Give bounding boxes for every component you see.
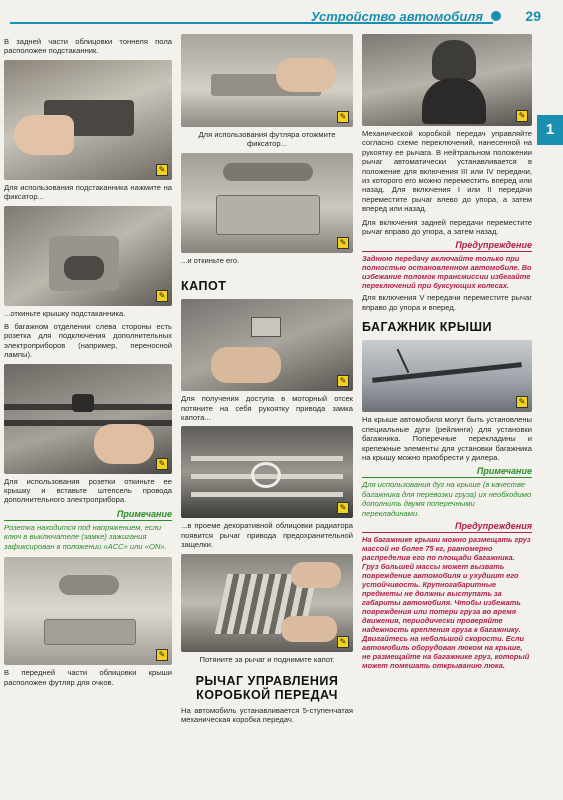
- text-cupholder-open: ...откиньте крышку подстаканника.: [4, 308, 126, 318]
- text-gear-fifth: Для включения V передачи переместите рычаг вправо до упора и вперед.: [362, 293, 532, 312]
- text-hood-pull: Для получения доступа в моторный отсек потяните на себя рукоятку привода замка капота...: [181, 394, 353, 423]
- header-bullet-icon: [491, 11, 501, 21]
- reference-marker-icon: ✎: [156, 290, 168, 302]
- text-hood-lift: Потяните за рычаг и поднимите капот.: [199, 654, 335, 664]
- column-middle: [181, 34, 353, 729]
- note-title: Примечание: [362, 466, 532, 478]
- photo-gear-lever: [362, 34, 532, 126]
- note-text: Для использования дуг на крыше (в качестве багажника для перевозки груза) их необходимо дополнить двумя поперечными перекладинами.: [362, 480, 532, 518]
- warning-title: Предупреждение: [362, 240, 532, 252]
- text-gearbox-intro: На автомобиль устанавливается 5-ступенчатая механическая коробка передач.: [181, 706, 353, 725]
- warning-text: На багажнике крыши можно размещать груз массой не более 75 кг, равномерно распределив его по площади багажника. Груз большей массы может вызвать повреждение автомобиля и ухудшит его устойчивость. Крупногабаритные предметы не должны выступать за габариты автомобиля. Чтобы избежать повреждения или потери груза во время движения, периодически проверяйте надежность крепления груза к багажнику. Двигайтесь на небольшой скорости. Если автомобиль оборудован люком на крыше, не размещайте на багажнике груз, который может помешать открыванию люка.: [362, 534, 531, 670]
- section-title-roof: БАГАЖНИК КРЫШИ: [362, 320, 493, 335]
- reference-marker-icon: ✎: [337, 636, 349, 648]
- note-text: Розетка находится под напряжением, если ключ в выключателе (замке) зажигания зафиксирован в положении «ACC» или «ON».: [4, 522, 167, 551]
- photo-socket: [4, 364, 172, 474]
- column-right: [362, 34, 532, 670]
- page-number: 29: [525, 8, 541, 24]
- photo-cupholder: [4, 206, 172, 306]
- column-left: [4, 34, 172, 691]
- warning-text: Заднюю передачу включайте только при полностью остановленном автомобиле. Во избежание поломок трансмиссии избегайте переключений при буксующих колесах.: [362, 254, 532, 291]
- text-hood-latch: ...в проеме декоративной облицовки радиатора появится рычаг привода предохранительной защелки.: [181, 521, 353, 550]
- chapter-tab: 1: [537, 115, 563, 145]
- text-socket-use: Для использования розетки откиньте ее крышку и вставьте штепсель провода дополнительного электроприбора.: [4, 476, 172, 505]
- photo-roof-rails: [362, 340, 532, 412]
- photo-glasses-latch: [181, 34, 353, 127]
- photo-hood-lift: [181, 554, 353, 652]
- text-glasses-case: В передней части облицовки крыши расположен футляр для очков.: [4, 668, 172, 687]
- reference-marker-icon: ✎: [337, 237, 349, 249]
- header-title: Устройство автомобиля: [310, 9, 483, 24]
- text-cupholder-intro: В задней части облицовки тоннеля пола расположен подстаканник.: [4, 37, 172, 56]
- reference-marker-icon: ✎: [156, 164, 168, 176]
- warning-title: Предупреждения: [362, 521, 532, 533]
- reference-marker-icon: ✎: [337, 375, 349, 387]
- text-gear-reverse: Для включения задней передачи переместите рычаг вправо до упора, а затем назад.: [362, 217, 532, 237]
- photo-glasses-case: [4, 557, 172, 665]
- reference-marker-icon: ✎: [337, 111, 349, 123]
- text-gear-shifting: Механической коробкой передач управляйте согласно схеме переключений, нанесенной на рукоятку ее рычага. В нейтральном положении рычаг автоматически устанавливается в положение для включения III или IV передачи, из которого его можно переместить вперед или назад. Для включения I или II передачи переместите рычаг влево до упора, а затем вперед или назад.: [362, 129, 532, 214]
- text-roof-rails: На крыше автомобиля могут быть установлены специальные дуги (рейлинги) для установки багажника. Поперечные перекладины и крепежные элементы для установки багажника на крышу можно приобрести у дилера.: [362, 415, 532, 462]
- photo-glasses-open: [181, 153, 353, 253]
- text-socket-intro: В багажном отделении слева стороны есть розетка для подключения дополнительных электроприборов (например, переносной лампы).: [4, 322, 172, 360]
- reference-marker-icon: ✎: [337, 502, 349, 514]
- section-title-gear: РЫЧАГ УПРАВЛЕНИЯ КОРОБКОЙ ПЕРЕДАЧ: [195, 674, 339, 703]
- page-header: [0, 0, 563, 30]
- reference-marker-icon: ✎: [156, 458, 168, 470]
- reference-marker-icon: ✎: [516, 396, 528, 408]
- text-glasses-open: ...и откиньте его.: [181, 255, 240, 265]
- text-glasses-press: Для использования футляра отожмите фиксатор...: [198, 130, 336, 149]
- text-cupholder-press: Для использования подстаканника нажмите на фиксатор...: [4, 182, 172, 202]
- photo-console: [4, 60, 172, 180]
- photo-hood-release: [181, 299, 353, 391]
- reference-marker-icon: ✎: [516, 110, 528, 122]
- section-title-hood: КАПОТ: [181, 279, 227, 294]
- reference-marker-icon: ✎: [156, 649, 168, 661]
- note-title: Примечание: [4, 509, 172, 521]
- photo-grille: [181, 426, 353, 518]
